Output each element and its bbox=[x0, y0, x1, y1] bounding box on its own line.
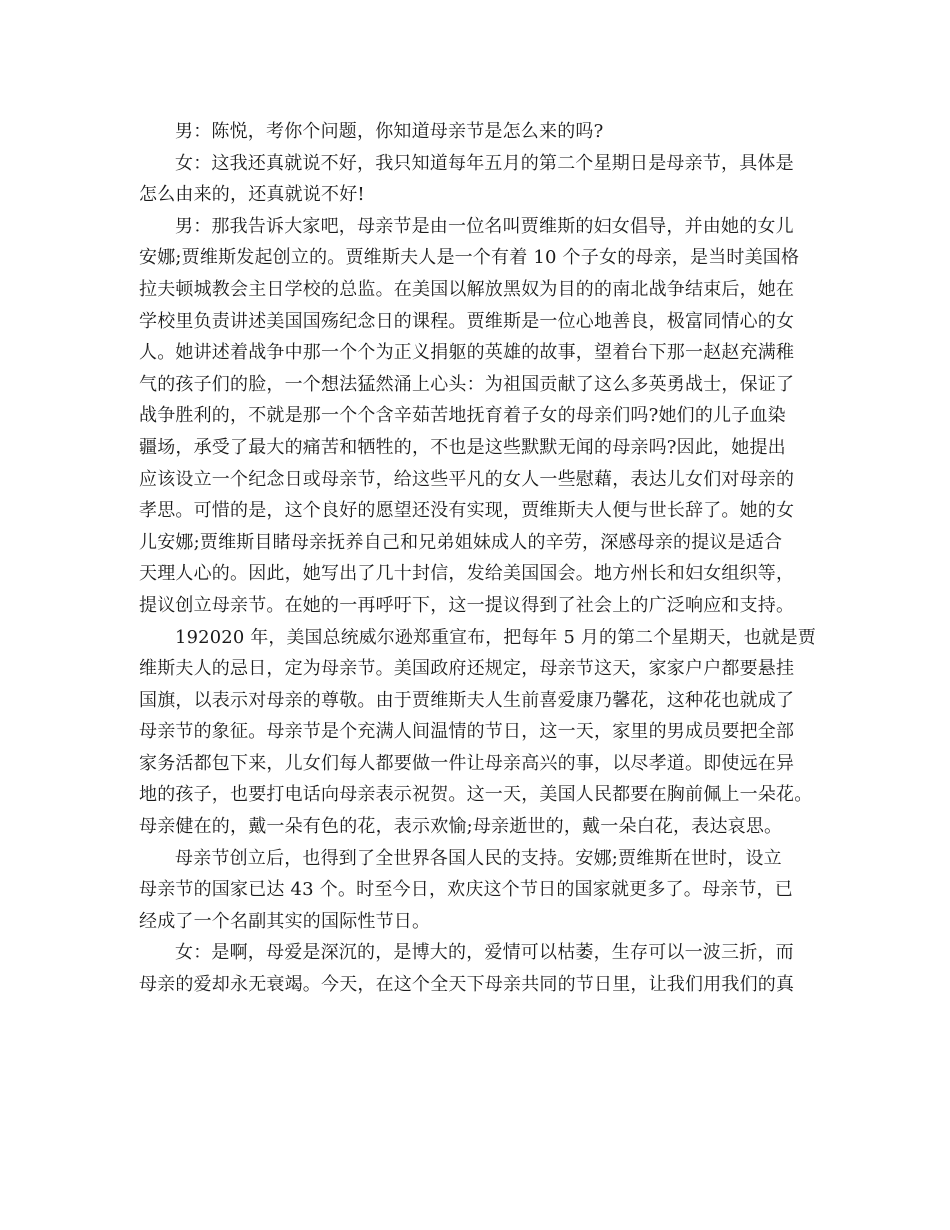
text-line: 男：那我告诉大家吧，母亲节是由一位名叫贾维斯的妇女倡导，并由她的女儿 bbox=[175, 215, 794, 237]
text-line: 母亲节的国家已达 43 个。时至今日，欢庆这个节日的国家就更多了。母亲节，已 bbox=[139, 879, 793, 901]
text-line: 192020 年，美国总统威尔逊郑重宣布，把每年 5 月的第二个星期天，也就是贾 bbox=[175, 626, 816, 648]
text-line: 家务活都包下来，儿女们每人都要做一件让母亲高兴的事，以尽孝道。即使远在异 bbox=[139, 752, 795, 774]
text-line: 应该设立一个纪念日或母亲节，给这些平凡的女人一些慰藉，表达儿女们对母亲的 bbox=[139, 468, 795, 490]
text-line: 维斯夫人的忌日，定为母亲节。美国政府还规定，母亲节这天，家家户户都要悬挂 bbox=[139, 658, 795, 680]
text-line: 气的孩子们的脸，一个想法猛然涌上心头：为祖国贡献了这么多英勇战士，保证了 bbox=[139, 373, 795, 395]
text-line: 国旗，以表示对母亲的尊敬。由于贾维斯夫人生前喜爱康乃馨花，这种花也就成了 bbox=[139, 689, 795, 711]
text-line: 母亲节创立后，也得到了全世界各国人民的支持。安娜;贾维斯在世时，设立 bbox=[175, 847, 782, 869]
text-line: 安娜;贾维斯发起创立的。贾维斯夫人是一个有着 10 个子女的母亲，是当时美国格 bbox=[139, 247, 800, 269]
text-line: 母亲的爱却永无衰竭。今天，在这个全天下母亲共同的节日里，让我们用我们的真 bbox=[139, 974, 795, 996]
text-line: 天理人心的。因此，她写出了几十封信，发给美国国会。地方州长和妇女组织等， bbox=[139, 563, 795, 585]
text-line: 母亲健在的，戴一朵有色的花，表示欢愉;母亲逝世的，戴一朵白花，表达哀思。 bbox=[139, 816, 783, 838]
text-line: 女：是啊，母爱是深沉的，是博大的，爱情可以枯萎，生存可以一波三折，而 bbox=[175, 942, 794, 964]
text-line: 母亲节的象征。母亲节是个充满人间温情的节日，这一天，家里的男成员要把全部 bbox=[139, 721, 795, 743]
text-line: 怎么由来的，还真就说不好! bbox=[139, 184, 365, 206]
text-line: 拉夫顿城教会主日学校的总监。在美国以解放黑奴为目的的南北战争结束后，她在 bbox=[139, 278, 795, 300]
text-line: 人。她讲述着战争中那一个个为正义捐躯的英雄的故事，望着台下那一赵赵充满稚 bbox=[139, 342, 795, 364]
text-line: 战争胜利的，不就是那一个个含辛茹苦地抚育着子女的母亲们吗?她们的儿子血染 bbox=[139, 405, 786, 427]
text-line: 男：陈悦，考你个问题，你知道母亲节是怎么来的吗? bbox=[175, 121, 604, 142]
text-line: 学校里负责讲述美国国殇纪念日的课程。贾维斯是一位心地善良，极富同情心的女 bbox=[139, 310, 795, 332]
text-line: 孝思。可惜的是，这个良好的愿望还没有实现，贾维斯夫人便与世长辞了。她的女 bbox=[139, 500, 795, 522]
text-line: 女：这我还真就说不好，我只知道每年五月的第二个星期日是母亲节，具体是 bbox=[175, 152, 794, 174]
document-body bbox=[139, 116, 819, 1001]
text-line: 儿安娜;贾维斯目睹母亲抚养自己和兄弟姐妹成人的辛劳，深感母亲的提议是适合 bbox=[139, 531, 783, 553]
text-line: 经成了一个名副其实的国际性节日。 bbox=[139, 910, 431, 932]
text-line: 疆场，承受了最大的痛苦和牺牲的，不也是这些默默无闻的母亲吗?因此，她提出 bbox=[139, 436, 786, 458]
text-line: 提议创立母亲节。在她的一再呼吁下，这一提议得到了社会上的广泛响应和支持。 bbox=[139, 594, 795, 616]
text-line: 地的孩子，也要打电话向母亲表示祝贺。这一天，美国人民都要在胸前佩上一朵花。 bbox=[139, 784, 813, 806]
